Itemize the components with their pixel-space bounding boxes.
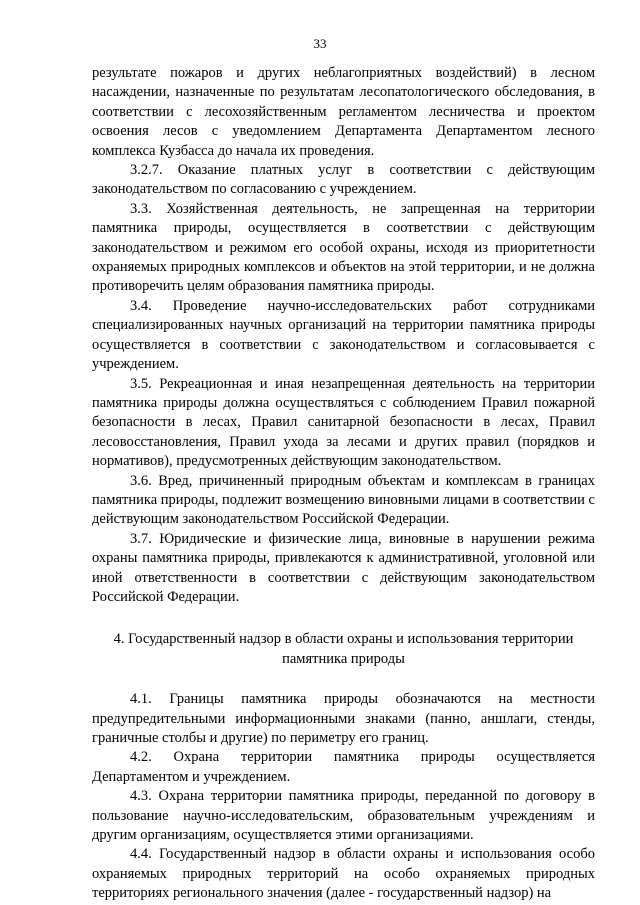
paragraph-3-4: 3.4. Проведение научно-исследовательских работ сотрудниками специализированных научных организаций на территории памятника природы осуществляется в соответствии с законодательством и согласовывается с учреждением. [92, 297, 595, 373]
paragraph-3-6: 3.6. Вред, причиненный природным объектам и комплексам в границах памятника природы, подлежит возмещению виновными лицами в соответствии с действующим законодательством Российской Федерации. [92, 472, 595, 528]
paragraph-continuation: результате пожаров и других неблагоприятных воздействий) в лесном насаждении, назначенные по результатам лесопатологического обследования, в соответствии с лесохозяйственным регламентом лесничества и проектом освоения лесов с уведомлением Департамента Департаментом лесного комплекса Кузбасса до начала их проведения. [92, 65, 595, 159]
paragraph-3-5: 3.5. Рекреационная и иная незапрещенная деятельность на территории памятника природы должна осуществляться с соблюдением Правил пожарной безопасности в лесах, Правил санитарной безопасности в лесах, Правил лесовосстановления, Правил ухода за лесами и других правил (порядков и нормативов), предусмотренных действующим законодательством. [92, 375, 595, 470]
paragraph-3-7: 3.7. Юридические и физические лица, виновные в нарушении режима охраны памятника природы, привлекаются к административной, уголовной или иной ответственности в соответствии с действующим законодательством Российской Федерации. [92, 530, 595, 605]
paragraph-3-2-7: 3.2.7. Оказание платных услуг в соответствии с действующим законодательством по согласованию с учреждением. [92, 162, 595, 198]
paragraph-4-3: 4.3. Охрана территории памятника природы, переданной по договору в пользование научно-исследовательским, образовательным учреждениям и другим организациям, осуществляется этими организациями. [92, 788, 595, 844]
section-4-heading [92, 630, 595, 669]
paragraph-3-3: 3.3. Хозяйственная деятельность, не запрещенная на территории памятника природы, осуществляется в соответствии с действующим законодательством и режимом его особой охраны, исходя из приоритетности охраняемых природных комплексов и объектов на этой территории, и не должна противоречить целям образования памятника природы. [92, 200, 595, 295]
paragraph-4-4: 4.4. Государственный надзор в области охраны и использования особо охраняемых природных территорий на особо охраняемых природных территориях регионального значения (далее - государственный надзор) на [92, 846, 595, 902]
page-body [92, 64, 595, 904]
page-number: 33 [313, 36, 327, 51]
section-4-heading-line-2: памятника природы [282, 650, 405, 667]
section-4-heading-line-1: 4. Государственный надзор в области охраны и использования территории [113, 631, 574, 648]
paragraph-4-2: 4.2. Охрана территории памятника природы осуществляется Департаментом и учреждением. [92, 749, 595, 785]
paragraph-4-1: 4.1. Границы памятника природы обозначаются на местности предупредительными информационными знаками (панно, аншлаги, стенды, граничные столбы и другие) по периметру его границ. [92, 691, 595, 746]
